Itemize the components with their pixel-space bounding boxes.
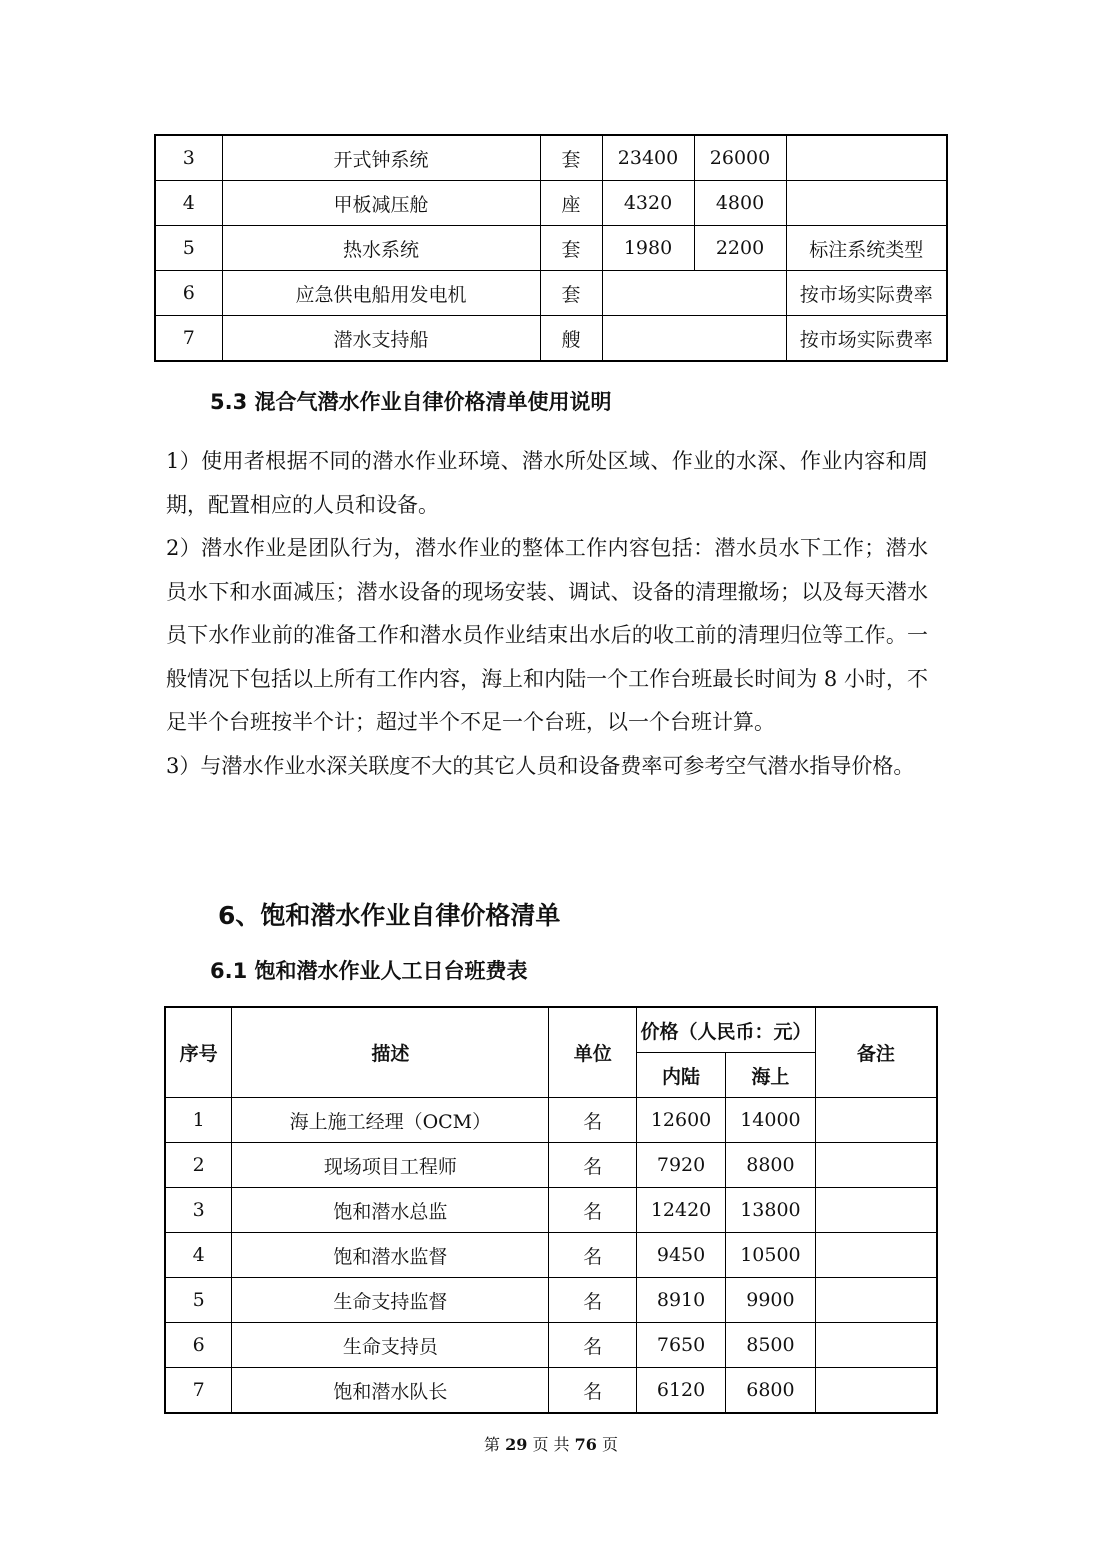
cell-unit: 名 [549,1323,637,1368]
cell-unit: 艘 [540,316,602,362]
table-row [155,271,947,316]
cell-note [815,1278,937,1323]
cell-inland: 4320 [602,181,694,226]
cell-note: 按市场实际费率 [786,271,947,316]
cell-desc: 应急供电船用发电机 [222,271,540,316]
cell-price-merged [602,271,786,316]
header-note: 备注 [815,1007,937,1098]
table-row [155,316,947,362]
cell-inland: 12600 [637,1098,726,1143]
cell-unit: 名 [549,1278,637,1323]
cell-offshore: 14000 [725,1098,815,1143]
cell-no: 2 [165,1143,232,1188]
table-row [165,1098,937,1143]
cell-no: 3 [165,1188,232,1233]
cell-desc: 热水系统 [222,226,540,271]
cell-note [786,181,947,226]
cell-unit: 套 [540,135,602,181]
cell-no: 3 [155,135,222,181]
cell-offshore: 10500 [725,1233,815,1278]
cell-desc: 饱和潜水总监 [232,1188,549,1233]
footer-page-number: 29 [505,1435,528,1454]
cell-note [815,1098,937,1143]
cell-note [815,1323,937,1368]
cell-desc: 生命支持监督 [232,1278,549,1323]
cell-note: 按市场实际费率 [786,316,947,362]
cell-no: 7 [155,316,222,362]
cell-unit: 名 [549,1233,637,1278]
section-heading-6-1: 6.1 饱和潜水作业人工日台班费表 [210,959,528,983]
table-row [155,226,947,271]
section-heading-6: 6、饱和潜水作业自律价格清单 [218,901,561,930]
cell-offshore: 8500 [725,1323,815,1368]
cell-offshore: 8800 [725,1143,815,1188]
table-row [165,1233,937,1278]
header-inland: 内陆 [637,1053,726,1098]
cell-note: 标注系统类型 [786,226,947,271]
saturation-diving-labor-table [164,1006,938,1414]
section-heading-5-3: 5.3 混合气潜水作业自律价格清单使用说明 [210,390,612,414]
cell-unit: 套 [540,226,602,271]
cell-desc: 生命支持员 [232,1323,549,1368]
cell-inland: 6120 [637,1368,726,1414]
equipment-table-continued [154,134,948,362]
cell-unit: 名 [549,1098,637,1143]
cell-offshore: 4800 [694,181,786,226]
cell-note [815,1143,937,1188]
footer-prefix: 第 [483,1435,500,1454]
cell-note [815,1233,937,1278]
cell-no: 5 [165,1278,232,1323]
cell-inland: 1980 [602,226,694,271]
table-row [165,1188,937,1233]
cell-desc: 饱和潜水队长 [232,1368,549,1414]
cell-unit: 名 [549,1368,637,1414]
cell-desc: 海上施工经理（OCM） [232,1098,549,1143]
table-row [165,1323,937,1368]
cell-inland: 7650 [637,1323,726,1368]
table-row [155,181,947,226]
cell-no: 7 [165,1368,232,1414]
footer-mid: 页 共 [532,1435,570,1454]
cell-unit: 座 [540,181,602,226]
cell-no: 4 [155,181,222,226]
cell-inland: 8910 [637,1278,726,1323]
cell-desc: 现场项目工程师 [232,1143,549,1188]
cell-no: 6 [165,1323,232,1368]
cell-desc: 甲板减压舱 [222,181,540,226]
cell-inland: 9450 [637,1233,726,1278]
paragraph: 3）与潜水作业水深关联度不大的其它人员和设备费率可参考空气潜水指导价格。 [166,753,915,778]
cell-note [815,1188,937,1233]
footer-total-pages: 76 [574,1435,597,1454]
header-no: 序号 [165,1007,232,1098]
cell-inland: 23400 [602,135,694,181]
header-price: 价格（人民币：元） [637,1007,816,1053]
cell-offshore: 9900 [725,1278,815,1323]
cell-desc: 饱和潜水监督 [232,1233,549,1278]
cell-note [815,1368,937,1414]
cell-offshore: 26000 [694,135,786,181]
cell-no: 1 [165,1098,232,1143]
table-row [165,1368,937,1414]
usage-notes [166,440,928,788]
cell-desc: 潜水支持船 [222,316,540,362]
cell-offshore: 6800 [725,1368,815,1414]
cell-offshore: 2200 [694,226,786,271]
cell-inland: 12420 [637,1188,726,1233]
paragraph: 2）潜水作业是团队行为，潜水作业的整体工作内容包括：潜水员水下工作；潜水员水下和水面减压；潜水设备的现场安装、调试、设备的清理撤场；以及每天潜水员下水作业前的准备工作和潜水员作业结束出水后的收工前的清理归位等工作。一般情况下包括以上所有工作内容，海上和内陆一个工作台班最长时间为 8 小时，不足半个台班按半个计；超过半个不足一个台班，以一个台班计算。 [166,536,928,734]
footer-suffix: 页 [602,1435,619,1454]
header-unit: 单位 [549,1007,637,1098]
table-header-row [165,1007,937,1053]
table-row [165,1143,937,1188]
cell-unit: 名 [549,1143,637,1188]
table-row [165,1278,937,1323]
cell-desc: 开式钟系统 [222,135,540,181]
header-desc: 描述 [232,1007,549,1098]
page-footer [0,1432,1102,1455]
cell-no: 6 [155,271,222,316]
cell-offshore: 13800 [725,1188,815,1233]
cell-unit: 套 [540,271,602,316]
paragraph: 1）使用者根据不同的潜水作业环境、潜水所处区域、作业的水深、作业内容和周期，配置相应的人员和设备。 [166,449,928,517]
cell-price-merged [602,316,786,362]
cell-no: 4 [165,1233,232,1278]
cell-unit: 名 [549,1188,637,1233]
cell-no: 5 [155,226,222,271]
cell-note [786,135,947,181]
cell-inland: 7920 [637,1143,726,1188]
header-offshore: 海上 [725,1053,815,1098]
table-row [155,135,947,181]
